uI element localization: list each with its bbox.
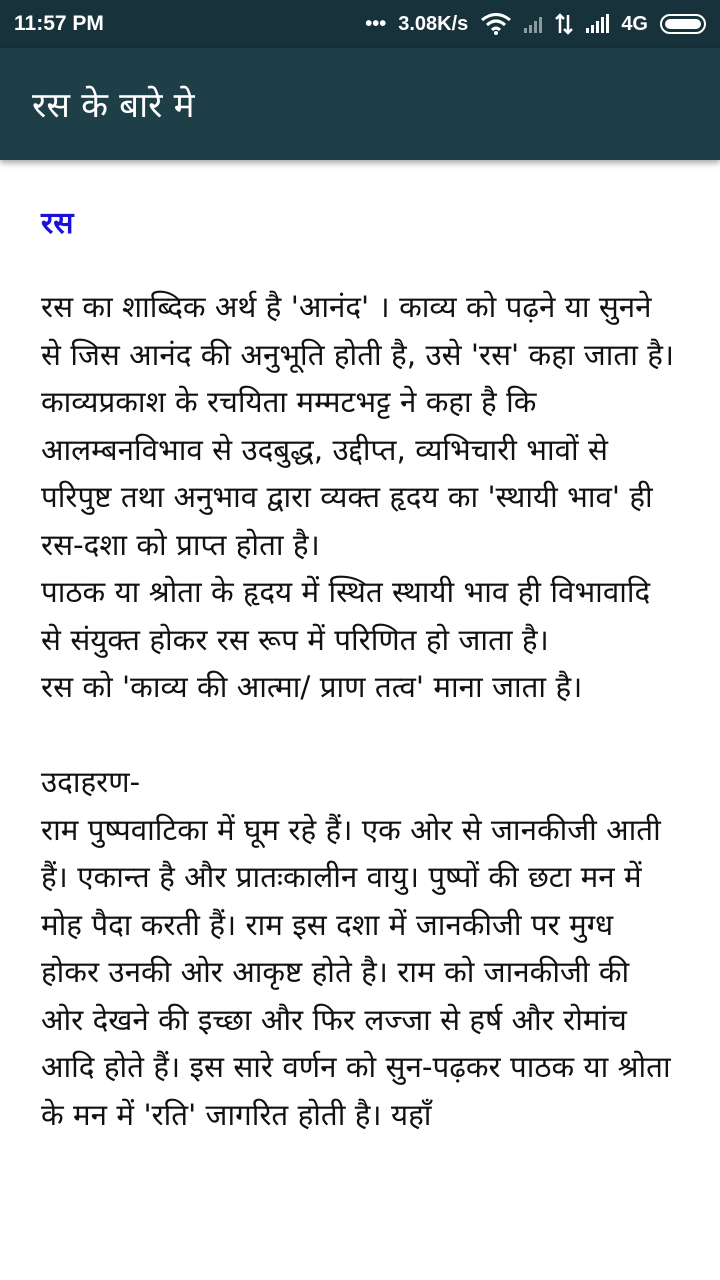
paragraph-spacer: [41, 712, 676, 760]
status-time: 11:57 PM: [14, 12, 104, 35]
status-bar: [0, 0, 720, 48]
page-title: रस के बारे मे: [32, 85, 195, 126]
article-paragraph-2: काव्यप्रकाश के रचयिता मम्मटभट्ट ने कहा है कि आलम्बनविभाव से उदबुद्ध, उद्दीप्त, व्यभिचारी भावों से परिपुष्ट तथा अनुभाव द्वारा व्यक्त हृदय का 'स्थायी भाव' ही रस-दशा को प्राप्त होता है।: [41, 385, 653, 562]
network-type: 4G: [621, 12, 648, 35]
network-speed: 3.08K/s: [398, 12, 469, 35]
article-paragraph-1: रस का शाब्दिक अर्थ है 'आनंद' । काव्य को पढ़ने या सुनने से जिस आनंद की अनुभूति होती है, उसे 'रस' कहा जाता है।: [41, 290, 675, 372]
status-icons: [365, 13, 706, 36]
battery-icon: [660, 14, 706, 34]
signal-sim2-icon: [586, 15, 609, 33]
article-heading: रस: [41, 206, 74, 241]
article-paragraph-4: रस को 'काव्य की आत्मा/ प्राण तत्व' माना जाता है।: [41, 670, 583, 704]
data-transfer-icon: [554, 13, 574, 35]
more-dots-icon: •••: [365, 12, 387, 35]
example-text: राम पुष्पवाटिका में घूम रहे हैं। एक ओर से जानकीजी आती हैं। एकान्त है और प्रातःकालीन वायु। पुष्पों की छटा मन में मोह पैदा करती हैं। राम इस दशा में जानकीजी पर मुग्ध होकर उनकी ओर आकृष्ट होते है। राम को जानकीजी की ओर देखने की इच्छा और फिर लज्जा से हर्ष और रोमांच आदि होते हैं। इस सारे वर्णन को सुन-पढ़कर पाठक या श्रोता के मन में 'रति' जागरित होती है। यहाँ: [41, 812, 671, 1132]
example-label: उदाहरण-: [41, 765, 141, 799]
article-paragraph-3: पाठक या श्रोता के हृदय में स्थित स्थायी भाव ही विभावादि से संयुक्त होकर रस रूप में परिणित हो जाता है।: [41, 575, 651, 657]
signal-sim1-icon: [524, 15, 542, 33]
article-content[interactable]: [0, 160, 720, 1280]
app-bar: [0, 48, 720, 160]
wifi-icon: [480, 13, 512, 35]
